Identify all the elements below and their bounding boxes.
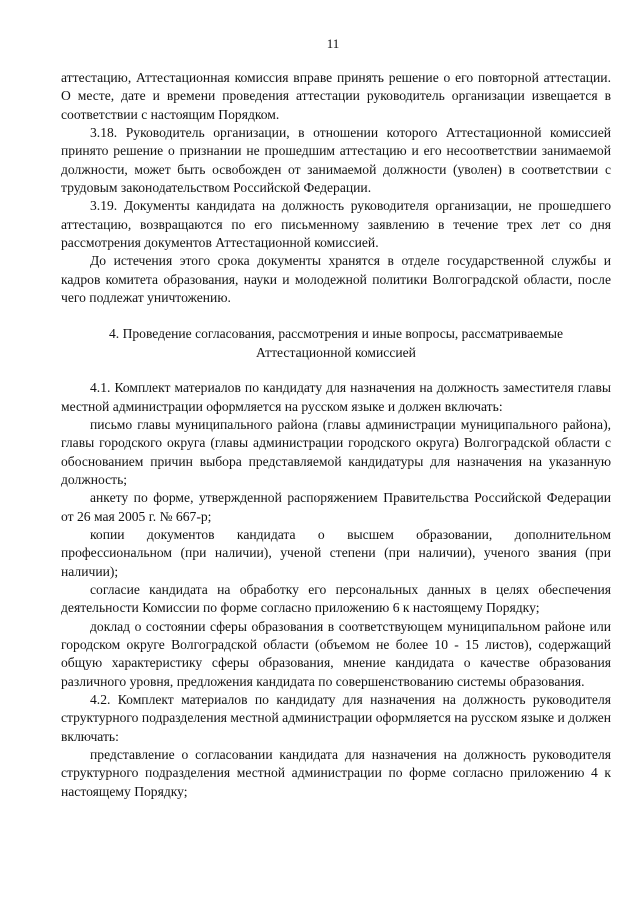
- paragraph-3-18: 3.18. Руководитель организации, в отношении которого Аттестационной комиссией принято решение о признании не прошедшим аттестацию и его несоответствии занимаемой должности, может быть освобожден от занимаемой должности (уволен) в соответствии с трудовым законодательством Российской Федерации.: [61, 125, 611, 196]
- paragraph-consent: согласие кандидата на обработку его персональных данных в целях обеспечения деятельности Комиссии по форме согласно приложению 6 к настоящему Порядку;: [61, 581, 611, 616]
- paragraph-3-19: 3.19. Документы кандидата на должность руководителя организации, не прошедшего аттестацию, возвращаются по его письменному заявлению в течение трех лет со дня рассмотрения документов Аттестационной комиссией.: [61, 198, 611, 251]
- paragraph-storage: До истечения этого срока документы хранятся в отделе государственной службы и кадров комитета образования, науки и молодежной политики Волгоградской области, после чего подлежат уничтожению.: [61, 253, 611, 306]
- paragraph-submission: представление о согласовании кандидата для назначения на должность руководителя структурного подразделения местной администрации по форме согласно приложению 4 к настоящему Порядку;: [61, 747, 611, 799]
- document-page: [61, 36, 611, 801]
- paragraphs-bottom: [61, 379, 611, 801]
- page-number: 11: [326, 36, 340, 51]
- paragraph-letter: письмо главы муниципального района (главы администрации муниципального района), главы городского округа (главы администрации городского округа) Волгоградской области с обоснованием причин выбора представляемой кандидатуры для назначения на указанную должность;: [61, 416, 611, 487]
- paragraph-continuation: аттестацию, Аттестационная комиссия вправе принять решение о его повторной аттестации. О месте, дате и времени проведения аттестации руководитель организации извещается в соответствии с настоящим Порядком.: [61, 70, 611, 122]
- paragraph-4-1: 4.1. Комплект материалов по кандидату для назначения на должность заместителя главы местной администрации оформляется на русском языке и должен включать:: [61, 380, 611, 414]
- paragraph-education-copies: копии документов кандидата о высшем образовании, дополнительном профессиональном (при наличии), ученой степени (при наличии), ученого звания (при наличии);: [61, 526, 611, 579]
- section-heading-line-2: Аттестационной комиссией: [256, 344, 416, 360]
- section-heading: [61, 325, 611, 362]
- paragraph-questionnaire: анкету по форме, утвержденной распоряжением Правительства Российской Федерации от 26 мая 2005 г. № 667-р;: [61, 490, 611, 524]
- paragraph-4-2: 4.2. Комплект материалов по кандидату для назначения на должность руководителя структурного подразделения местной администрации оформляется на русском языке и должен включать:: [61, 692, 611, 744]
- section-heading-line-1: 4. Проведение согласования, рассмотрения и иные вопросы, рассматриваемые: [108, 326, 564, 342]
- paragraph-report: доклад о состоянии сферы образования в соответствующем муниципальном районе или городском округе Волгоградской области (объемом не более 10 - 15 листов), содержащий общую характеристику сферы образования, мнение кандидата о качестве образования различного уровня, предложения кандидата по совершенствованию системы образования.: [61, 618, 611, 689]
- paragraphs-top: [61, 69, 611, 307]
